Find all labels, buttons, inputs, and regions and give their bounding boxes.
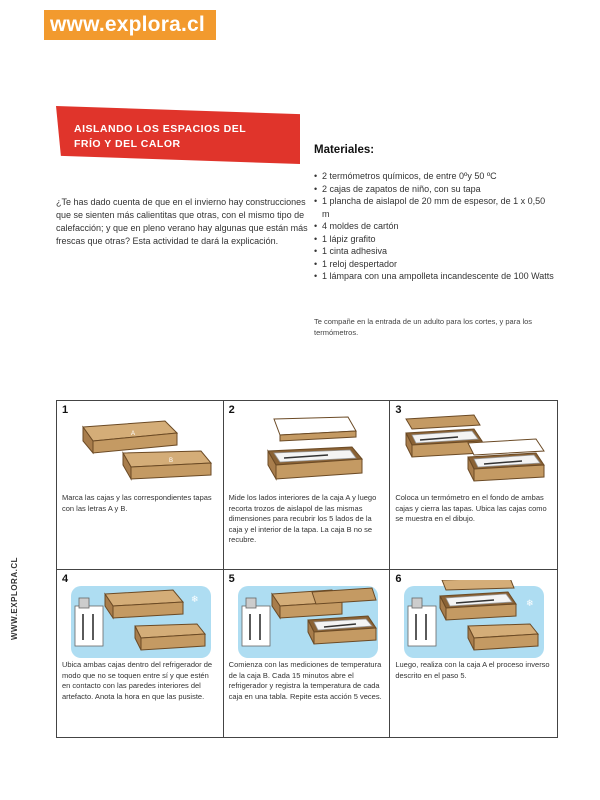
snowflake-icon: ❄ <box>191 594 199 604</box>
step-number: 6 <box>395 573 402 585</box>
two-closed-boxes-illustration <box>65 413 215 489</box>
step-2 <box>224 401 391 569</box>
step-6 <box>390 570 557 737</box>
step-4 <box>57 570 224 737</box>
box-b <box>135 624 205 650</box>
material-item: • 2 termómetros químicos, de entre 0ºy 50 ºC <box>314 170 554 183</box>
fridge-open-box-illustration <box>232 580 382 660</box>
box-label: B <box>169 458 174 464</box>
material-item: • 4 moldes de cartón <box>314 220 554 233</box>
box-b-open <box>468 439 544 481</box>
materials-list <box>314 170 554 283</box>
snowflake-icon: ❄ <box>526 598 534 608</box>
material-item: • 1 cinta adhesiva <box>314 245 554 258</box>
step-caption: Coloca un termómetro en el fondo de ambas cajas y cierra las tapas. Ubica las cajas como se muestra en el dibujo. <box>395 493 547 523</box>
page-title <box>74 122 284 152</box>
explora-logo[interactable]: www.explora.cl <box>44 10 216 40</box>
insulated-box <box>268 447 362 479</box>
step-number: 1 <box>62 404 69 416</box>
materials-heading: Materiales: <box>314 144 375 156</box>
box-a-open <box>406 415 482 457</box>
box-a <box>83 421 177 453</box>
material-item: • 2 cajas de zapatos de niño, con su tapa <box>314 183 554 196</box>
step-caption: Marca las cajas y las correspondientes tapas con las letras A y B. <box>62 493 212 513</box>
step-number: 5 <box>228 573 235 585</box>
step-number: 2 <box>228 404 235 416</box>
box-a-open <box>440 580 516 620</box>
step-number: 3 <box>395 404 402 416</box>
insulated-box-illustration <box>232 413 382 489</box>
box-b <box>123 451 211 479</box>
material-item: • 1 reloj despertador <box>314 258 554 271</box>
materials-note: Te compañe en la entrada de un adulto para los cortes, y para los termómetros. <box>314 317 533 337</box>
box-a <box>105 590 183 618</box>
step-caption: Mide los lados interiores de la caja A y luego recorta trozos de aislapol de las mismas dimensiones para recubrir los 5 lados de la caja y el interior de la tapa. La caja B no se recubre. <box>228 493 377 544</box>
side-url: WWW.EXPLORA.CL <box>10 557 19 640</box>
step-caption: Luego, realiza con la caja A el proceso inverso descrito en el paso 5. <box>395 660 550 680</box>
open-lid <box>274 417 356 441</box>
step-1 <box>57 401 224 569</box>
step-3 <box>390 401 557 569</box>
title-line-1: AISLANDO LOS ESPACIOS DEL <box>74 123 247 135</box>
material-item: • 1 lámpara con una ampolleta incandescente de 100 Watts <box>314 270 554 283</box>
step-5 <box>224 570 391 737</box>
material-item: • 1 lápiz grafito <box>314 233 554 246</box>
title-line-2: FRÍO Y DEL CALOR <box>74 138 181 150</box>
step-caption: Ubica ambas cajas dentro del refrigerador de modo que no se toquen entre sí y que estén en contacto con las paredes interiores del artefacto. Anota la hora en que las pusiste. <box>62 660 213 701</box>
steps-grid <box>56 400 558 738</box>
step-caption: Comienza con las mediciones de temperatura de la caja B. Cada 15 minutos abre el refrigerador y registra la temperatura de cada caja en una tabla. Repite esta acción 5 veces. <box>228 660 382 701</box>
fridge-illustration <box>65 580 215 660</box>
boxes-with-thermometers-illustration <box>398 413 548 489</box>
box-label: A <box>131 431 136 437</box>
intro-paragraph: ¿Te has dado cuenta de que en el invierno hay construcciones que se sienten más calientitas que otras, con el mismo tipo de calefacción; y que en pleno verano hay algunas que están más frescas que otras? Esta actividad te dará la explicación. <box>56 197 308 246</box>
box-b <box>468 624 538 650</box>
step-number: 4 <box>62 573 69 585</box>
material-item: • 1 plancha de aislapol de 20 mm de espesor, de 1 x 0,50 m <box>314 195 554 220</box>
fridge-box-a-illustration <box>398 580 548 660</box>
